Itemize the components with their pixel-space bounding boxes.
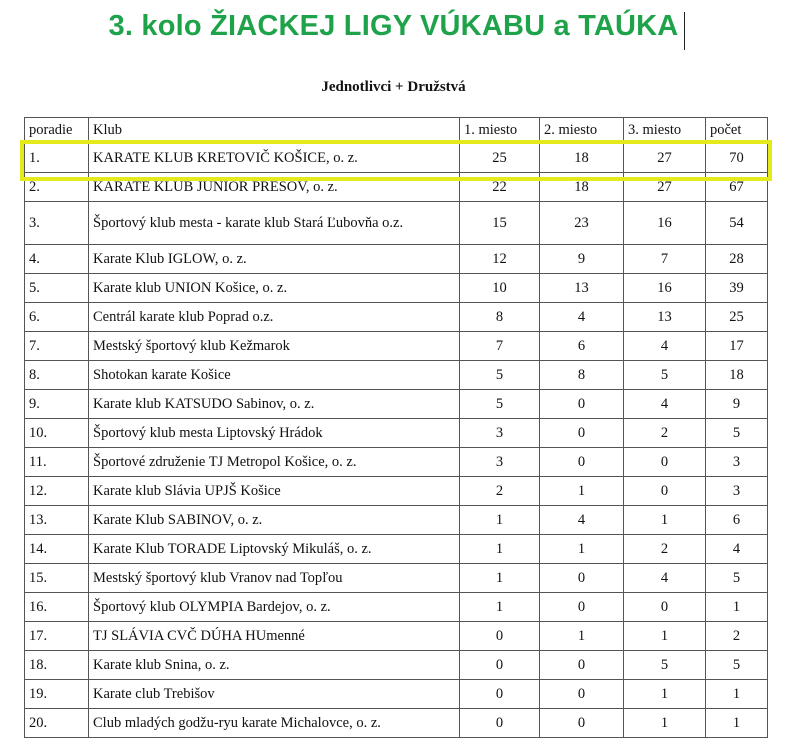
cell-first-place: 3 [460,448,540,477]
cell-first-place: 1 [460,593,540,622]
header-rank: poradie [25,118,89,144]
cell-total: 1 [706,680,768,709]
table-row [25,622,768,651]
cell-rank: 19. [25,680,89,709]
cell-total: 5 [706,564,768,593]
cell-second-place: 0 [540,564,624,593]
table-row [25,303,768,332]
cell-second-place: 6 [540,332,624,361]
cell-first-place: 10 [460,274,540,303]
cell-club: Karate klub Slávia UPJŠ Košice [89,477,460,506]
cell-total: 18 [706,361,768,390]
cell-total: 70 [706,144,768,173]
cell-third-place: 2 [624,419,706,448]
cell-rank: 16. [25,593,89,622]
cell-second-place: 0 [540,709,624,738]
cell-rank: 1. [25,144,89,173]
cell-third-place: 5 [624,361,706,390]
cell-first-place: 5 [460,390,540,419]
table-row [25,535,768,564]
cell-club: Karate klub Snina, o. z. [89,651,460,680]
table-row [25,332,768,361]
cell-total: 9 [706,390,768,419]
cell-rank: 4. [25,245,89,274]
table-row [25,173,768,202]
header-first-place: 1. miesto [460,118,540,144]
table-header-row [25,118,768,144]
cell-first-place: 7 [460,332,540,361]
cell-first-place: 0 [460,651,540,680]
cell-first-place: 1 [460,535,540,564]
cell-second-place: 0 [540,593,624,622]
table-row [25,419,768,448]
cell-total: 4 [706,535,768,564]
cell-club: Karate klub UNION Košice, o. z. [89,274,460,303]
cell-first-place: 2 [460,477,540,506]
cell-total: 1 [706,709,768,738]
cell-third-place: 4 [624,390,706,419]
cell-third-place: 0 [624,448,706,477]
cell-rank: 5. [25,274,89,303]
table-row [25,680,768,709]
cell-total: 28 [706,245,768,274]
cell-first-place: 1 [460,506,540,535]
cell-club: Karate Klub TORADE Liptovský Mikuláš, o. z. [89,535,460,564]
cell-total: 2 [706,622,768,651]
cell-third-place: 1 [624,622,706,651]
cell-first-place: 15 [460,202,540,245]
cell-second-place: 1 [540,622,624,651]
cell-first-place: 0 [460,680,540,709]
cell-second-place: 1 [540,477,624,506]
cell-third-place: 27 [624,144,706,173]
cell-first-place: 0 [460,622,540,651]
cell-third-place: 4 [624,564,706,593]
cell-second-place: 4 [540,303,624,332]
cell-third-place: 16 [624,274,706,303]
cell-total: 54 [706,202,768,245]
table-row [25,709,768,738]
cell-first-place: 25 [460,144,540,173]
cell-club: KARATE KLUB JUNIOR PREŠOV, o. z. [89,173,460,202]
cell-club: Karate Klub SABINOV, o. z. [89,506,460,535]
cell-second-place: 23 [540,202,624,245]
table-row [25,477,768,506]
cell-club: Centrál karate klub Poprad o.z. [89,303,460,332]
header-total: počet [706,118,768,144]
cell-rank: 6. [25,303,89,332]
cell-third-place: 0 [624,477,706,506]
header-third-place: 3. miesto [624,118,706,144]
table-subtitle: Jednotlivci + Družstvá [321,79,466,95]
header-second-place: 2. miesto [540,118,624,144]
cell-third-place: 2 [624,535,706,564]
cell-third-place: 27 [624,173,706,202]
cell-total: 39 [706,274,768,303]
table-row [25,144,768,173]
cell-second-place: 18 [540,144,624,173]
table-row [25,361,768,390]
cell-club: KARATE KLUB KRETOVIČ KOŠICE, o. z. [89,144,460,173]
page-title: 3. kolo ŽIACKEJ LIGY VÚKABU a TAÚKA [108,10,679,42]
cell-rank: 10. [25,419,89,448]
table-row [25,593,768,622]
cell-rank: 14. [25,535,89,564]
cell-club: Športový klub mesta Liptovský Hrádok [89,419,460,448]
cell-club: Karate club Trebišov [89,680,460,709]
cell-club: Mestský športový klub Vranov nad Topľou [89,564,460,593]
cell-second-place: 1 [540,535,624,564]
cell-rank: 13. [25,506,89,535]
cell-first-place: 1 [460,564,540,593]
cell-second-place: 0 [540,390,624,419]
cell-rank: 18. [25,651,89,680]
cell-third-place: 4 [624,332,706,361]
table-row [25,390,768,419]
cell-rank: 17. [25,622,89,651]
cell-rank: 8. [25,361,89,390]
cell-total: 3 [706,477,768,506]
cell-third-place: 1 [624,506,706,535]
cell-first-place: 5 [460,361,540,390]
cell-second-place: 9 [540,245,624,274]
cell-total: 25 [706,303,768,332]
table-row [25,202,768,245]
table-row [25,506,768,535]
cell-second-place: 4 [540,506,624,535]
cell-second-place: 0 [540,448,624,477]
cell-club: Karate klub KATSUDO Sabinov, o. z. [89,390,460,419]
cell-third-place: 0 [624,593,706,622]
cell-total: 5 [706,419,768,448]
cell-rank: 3. [25,202,89,245]
cell-total: 67 [706,173,768,202]
cell-first-place: 8 [460,303,540,332]
cell-club: Karate Klub IGLOW, o. z. [89,245,460,274]
cell-club: Mestský športový klub Kežmarok [89,332,460,361]
cell-club: Športový klub mesta - karate klub Stará Ľubovňa o.z. [89,202,460,245]
cell-club: Club mladých godžu-ryu karate Michalovce, o. z. [89,709,460,738]
header-club: Klub [89,118,460,144]
cell-second-place: 18 [540,173,624,202]
cell-second-place: 0 [540,419,624,448]
cell-rank: 15. [25,564,89,593]
cell-club: Športové združenie TJ Metropol Košice, o. z. [89,448,460,477]
cell-first-place: 12 [460,245,540,274]
results-table [24,117,768,738]
text-cursor [684,12,685,50]
cell-club: Športový klub OLYMPIA Bardejov, o. z. [89,593,460,622]
cell-rank: 2. [25,173,89,202]
cell-second-place: 0 [540,680,624,709]
cell-rank: 9. [25,390,89,419]
cell-rank: 20. [25,709,89,738]
cell-total: 6 [706,506,768,535]
table-row [25,448,768,477]
table-row [25,564,768,593]
cell-total: 3 [706,448,768,477]
cell-total: 5 [706,651,768,680]
cell-third-place: 1 [624,680,706,709]
cell-third-place: 1 [624,709,706,738]
cell-second-place: 8 [540,361,624,390]
table-row [25,245,768,274]
cell-second-place: 13 [540,274,624,303]
cell-total: 17 [706,332,768,361]
table-row [25,651,768,680]
cell-rank: 7. [25,332,89,361]
cell-club: Shotokan karate Košice [89,361,460,390]
cell-first-place: 22 [460,173,540,202]
cell-third-place: 7 [624,245,706,274]
cell-third-place: 5 [624,651,706,680]
cell-second-place: 0 [540,651,624,680]
cell-first-place: 3 [460,419,540,448]
table-row [25,274,768,303]
cell-third-place: 13 [624,303,706,332]
cell-total: 1 [706,593,768,622]
cell-rank: 12. [25,477,89,506]
cell-third-place: 16 [624,202,706,245]
cell-club: TJ SLÁVIA CVČ DÚHA HUmenné [89,622,460,651]
cell-rank: 11. [25,448,89,477]
cell-first-place: 0 [460,709,540,738]
